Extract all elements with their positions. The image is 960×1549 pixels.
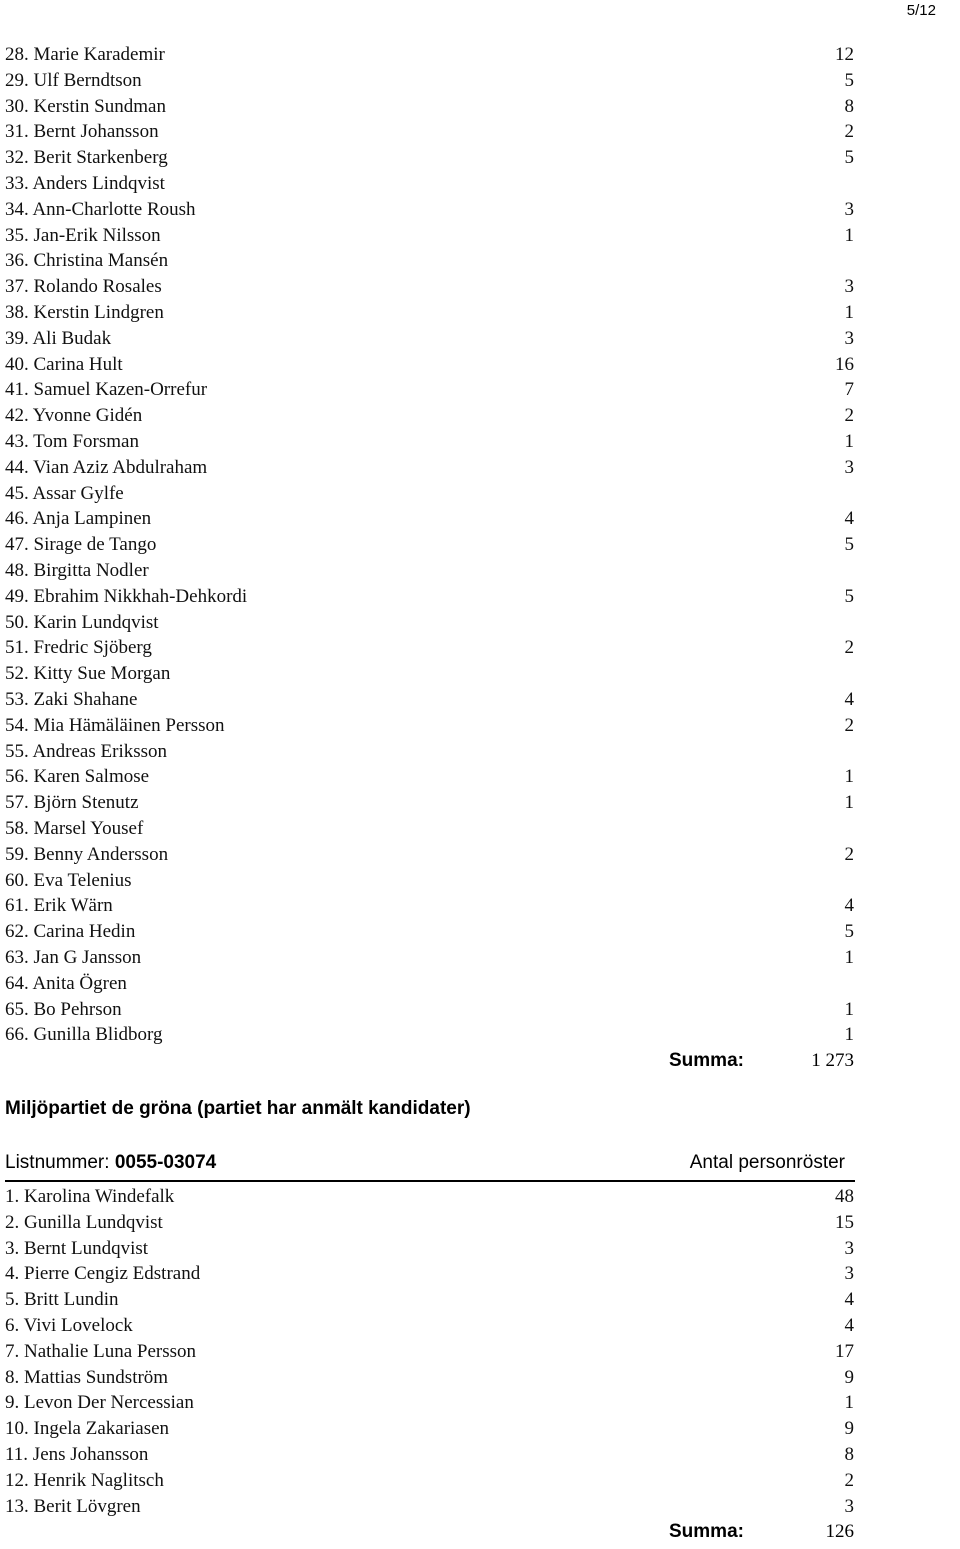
candidate-votes: 4 xyxy=(844,508,854,530)
candidate-name: 5. Britt Lundin xyxy=(5,1289,119,1311)
candidate-row xyxy=(0,1367,960,1393)
candidate-row xyxy=(0,586,960,612)
candidate-votes: 4 xyxy=(844,1289,854,1311)
candidate-name: 65. Bo Pehrson xyxy=(5,998,122,1020)
candidate-row xyxy=(0,379,960,405)
candidate-votes: 1 xyxy=(844,302,854,323)
list-number-label: Listnummer: 0055-03074 xyxy=(5,1152,217,1173)
candidate-row xyxy=(0,999,960,1025)
candidate-row xyxy=(0,844,960,870)
candidate-votes: 17 xyxy=(835,1340,854,1362)
candidate-name: 51. Fredric Sjöberg xyxy=(5,637,152,659)
candidate-name: 8. Mattias Sundström xyxy=(5,1366,169,1388)
candidate-row xyxy=(0,1392,960,1418)
candidate-row xyxy=(0,1024,960,1050)
candidate-votes: 5 xyxy=(844,147,854,169)
candidate-votes: 12 xyxy=(835,44,854,65)
total-value: 1 273 xyxy=(811,1050,854,1072)
candidate-votes: 1 xyxy=(844,224,854,246)
candidate-name: 4. Pierre Cengiz Edstrand xyxy=(5,1263,201,1285)
candidate-row xyxy=(0,302,960,328)
candidate-row xyxy=(0,973,960,999)
candidate-votes: 7 xyxy=(844,379,854,401)
candidate-votes: 1 xyxy=(844,1392,854,1414)
candidate-row xyxy=(0,1418,960,1444)
candidate-name: 44. Vian Aziz Abdulraham xyxy=(5,456,208,478)
candidate-row xyxy=(0,792,960,818)
candidate-name: 47. Sirage de Tango xyxy=(5,534,157,556)
candidate-name: 35. Jan-Erik Nilsson xyxy=(5,224,161,246)
candidate-row xyxy=(0,689,960,715)
candidate-name: 43. Tom Forsman xyxy=(5,431,139,452)
candidate-name: 45. Assar Gylfe xyxy=(5,482,124,504)
candidate-name: 2. Gunilla Lundqvist xyxy=(5,1211,163,1233)
candidate-row xyxy=(0,870,960,896)
candidate-votes: 5 xyxy=(844,585,854,607)
candidate-row xyxy=(0,250,960,276)
candidate-name: 30. Kerstin Sundman xyxy=(5,95,166,117)
candidate-votes: 3 xyxy=(844,327,854,349)
candidate-votes: 4 xyxy=(844,895,854,917)
candidate-name: 60. Eva Telenius xyxy=(5,869,132,891)
candidate-votes: 48 xyxy=(835,1186,854,1207)
candidate-name: 38. Kerstin Lindgren xyxy=(5,302,164,323)
candidate-name: 53. Zaki Shahane xyxy=(5,689,138,710)
candidate-name: 49. Ebrahim Nikkhah-Dehkordi xyxy=(5,585,248,607)
candidate-name: 62. Carina Hedin xyxy=(5,921,136,943)
candidate-name: 13. Berit Lövgren xyxy=(5,1495,141,1517)
candidate-row xyxy=(0,147,960,173)
candidate-row xyxy=(0,1444,960,1470)
candidate-name: 29. Ulf Berndtson xyxy=(5,69,142,91)
candidate-votes: 1 xyxy=(844,792,854,814)
candidate-name: 61. Erik Wärn xyxy=(5,895,113,917)
candidate-name: 7. Nathalie Luna Persson xyxy=(5,1340,197,1362)
candidate-votes: 5 xyxy=(844,534,854,556)
candidate-row xyxy=(0,199,960,225)
candidate-votes: 1 xyxy=(844,766,854,788)
candidate-votes: 8 xyxy=(844,95,854,117)
candidate-votes: 1 xyxy=(844,998,854,1020)
list-number: 0055-03074 xyxy=(114,1152,217,1173)
candidate-votes: 2 xyxy=(844,637,854,659)
candidate-votes: 2 xyxy=(844,843,854,865)
candidate-name: 31. Bernt Johansson xyxy=(5,121,159,143)
candidate-votes: 3 xyxy=(844,456,854,478)
candidate-row xyxy=(0,1212,960,1238)
candidate-name: 52. Kitty Sue Morgan xyxy=(5,663,171,685)
candidate-votes: 3 xyxy=(844,1263,854,1285)
party-title: Miljöpartiet de gröna (partiet har anmält kandidater) xyxy=(5,1098,471,1119)
candidate-votes: 15 xyxy=(835,1211,854,1233)
candidate-row xyxy=(0,508,960,534)
candidate-row xyxy=(0,1289,960,1315)
candidate-name: 41. Samuel Kazen-Orrefur xyxy=(5,379,208,401)
candidate-row xyxy=(0,1263,960,1289)
candidate-name: 37. Rolando Rosales xyxy=(5,276,162,298)
candidate-row xyxy=(0,1496,960,1522)
total-row-1 xyxy=(0,1050,960,1078)
candidate-name: 34. Ann-Charlotte Roush xyxy=(5,198,196,220)
candidate-row xyxy=(0,715,960,741)
candidate-name: 50. Karin Lundqvist xyxy=(5,611,159,633)
candidate-row xyxy=(0,818,960,844)
candidate-votes: 2 xyxy=(844,405,854,427)
candidate-name: 12. Henrik Naglitsch xyxy=(5,1469,164,1491)
list-header xyxy=(5,1152,855,1182)
candidate-votes: 3 xyxy=(844,1237,854,1259)
candidate-name: 32. Berit Starkenberg xyxy=(5,147,168,169)
total-row-2 xyxy=(0,1521,960,1549)
candidate-name: 11. Jens Johansson xyxy=(5,1444,149,1465)
candidate-name: 36. Christina Mansén xyxy=(5,250,169,272)
candidate-votes: 3 xyxy=(844,1495,854,1517)
candidate-name: 63. Jan G Jansson xyxy=(5,947,142,968)
candidate-row xyxy=(0,895,960,921)
candidate-row xyxy=(0,921,960,947)
candidate-row xyxy=(0,457,960,483)
candidate-votes: 2 xyxy=(844,714,854,736)
candidate-row xyxy=(0,483,960,509)
candidate-name: 54. Mia Hämäläinen Persson xyxy=(5,714,225,736)
candidate-row xyxy=(0,534,960,560)
candidate-name: 9. Levon Der Nercessian xyxy=(5,1392,194,1414)
candidate-votes: 2 xyxy=(844,1469,854,1491)
candidate-row xyxy=(0,431,960,457)
candidate-votes: 9 xyxy=(844,1366,854,1388)
candidate-votes: 1 xyxy=(844,1024,854,1046)
candidate-row xyxy=(0,44,960,70)
candidate-name: 56. Karen Salmose xyxy=(5,766,150,788)
total-label: Summa: xyxy=(669,1050,744,1072)
page-number: 5/12 xyxy=(906,2,936,19)
candidate-name: 1. Karolina Windefalk xyxy=(5,1186,175,1207)
candidate-name: 40. Carina Hult xyxy=(5,353,123,375)
candidate-row xyxy=(0,121,960,147)
candidate-row xyxy=(0,328,960,354)
candidate-row xyxy=(0,1238,960,1264)
candidate-row xyxy=(0,276,960,302)
candidate-votes: 4 xyxy=(844,689,854,710)
candidate-votes: 5 xyxy=(844,921,854,943)
candidate-name: 66. Gunilla Blidborg xyxy=(5,1024,163,1046)
candidate-row xyxy=(0,1341,960,1367)
candidate-row xyxy=(0,173,960,199)
votes-column-header: Antal personröster xyxy=(689,1152,845,1173)
candidate-row xyxy=(0,96,960,122)
candidate-row xyxy=(0,741,960,767)
candidate-row xyxy=(0,354,960,380)
candidate-votes: 2 xyxy=(844,121,854,143)
candidate-name: 64. Anita Ögren xyxy=(5,972,127,994)
candidate-votes: 16 xyxy=(835,353,854,375)
candidate-name: 57. Björn Stenutz xyxy=(5,792,139,814)
candidate-votes: 1 xyxy=(844,431,854,452)
candidate-votes: 1 xyxy=(844,947,854,968)
candidate-name: 42. Yvonne Gidén xyxy=(5,405,143,427)
candidate-row xyxy=(0,766,960,792)
candidate-row xyxy=(0,560,960,586)
candidate-name: 3. Bernt Lundqvist xyxy=(5,1237,149,1259)
candidate-row xyxy=(0,70,960,96)
candidate-name: 28. Marie Karademir xyxy=(5,44,165,65)
candidate-name: 55. Andreas Eriksson xyxy=(5,740,168,762)
candidate-name: 59. Benny Andersson xyxy=(5,843,169,865)
candidate-name: 46. Anja Lampinen xyxy=(5,508,152,530)
candidate-votes: 4 xyxy=(844,1315,854,1336)
candidate-votes: 3 xyxy=(844,276,854,298)
total-value: 126 xyxy=(825,1521,854,1543)
candidate-row xyxy=(0,612,960,638)
candidate-name: 39. Ali Budak xyxy=(5,327,112,349)
candidate-name: 33. Anders Lindqvist xyxy=(5,173,165,194)
candidate-row xyxy=(0,1315,960,1341)
candidate-name: 6. Vivi Lovelock xyxy=(5,1315,133,1336)
candidate-name: 58. Marsel Yousef xyxy=(5,818,144,839)
candidate-votes: 3 xyxy=(844,198,854,220)
candidate-name: 10. Ingela Zakariasen xyxy=(5,1418,170,1440)
candidate-row xyxy=(0,637,960,663)
candidate-votes: 9 xyxy=(844,1418,854,1440)
candidate-row xyxy=(0,405,960,431)
candidate-row xyxy=(0,663,960,689)
candidate-votes: 8 xyxy=(844,1444,854,1465)
candidate-row xyxy=(0,225,960,251)
total-label: Summa: xyxy=(669,1521,744,1543)
candidate-row xyxy=(0,1470,960,1496)
candidate-votes: 5 xyxy=(844,69,854,91)
candidate-row xyxy=(0,1186,960,1212)
candidate-name: 48. Birgitta Nodler xyxy=(5,560,149,581)
candidate-row xyxy=(0,947,960,973)
